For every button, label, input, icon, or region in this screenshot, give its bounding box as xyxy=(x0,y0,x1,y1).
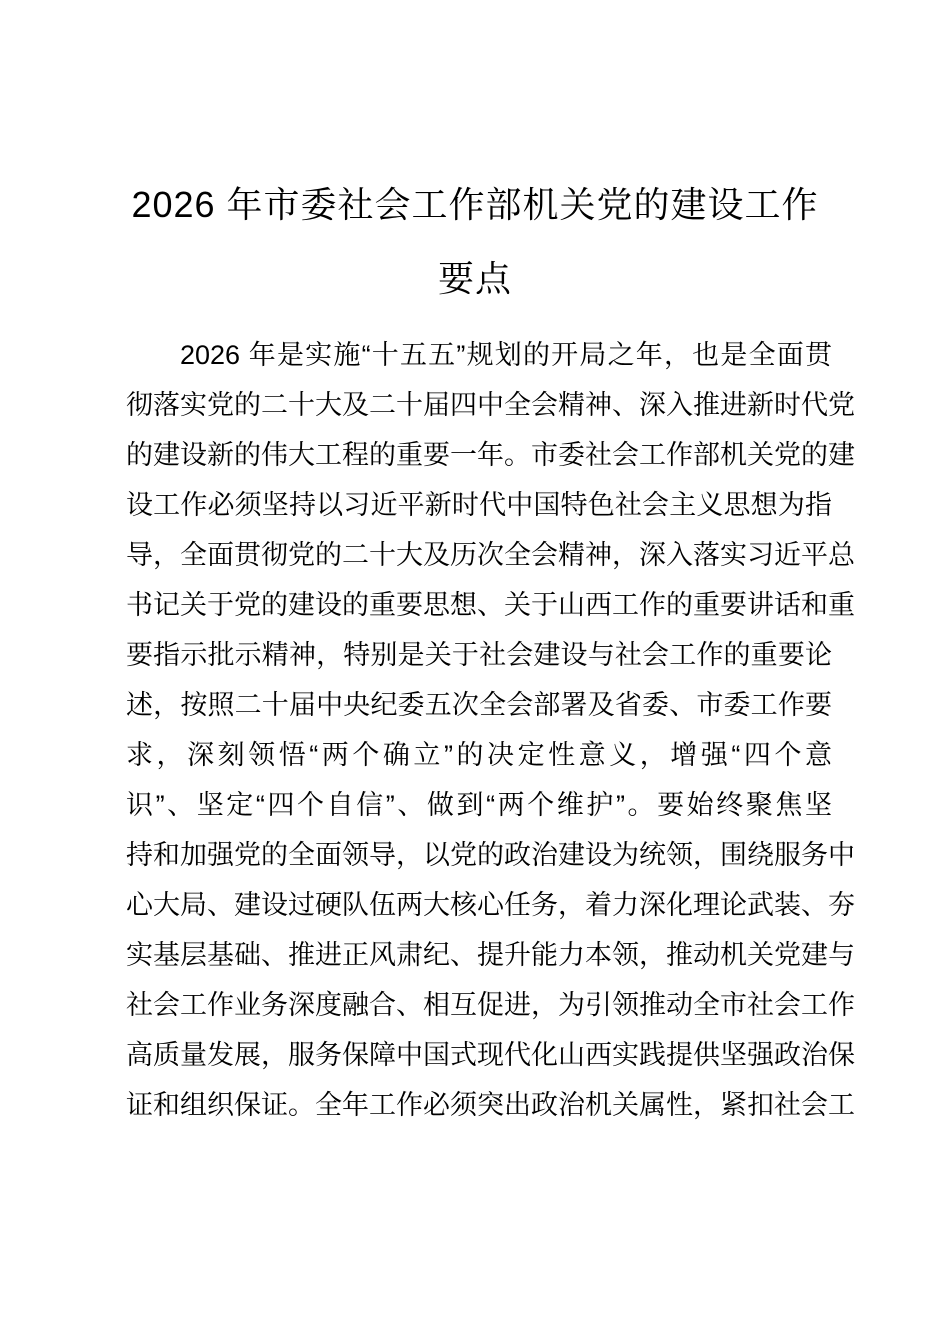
paragraph-line: 述，按照二十届中央纪委五次全会部署及省委、市委工作要 xyxy=(126,690,832,720)
paragraph-line: 2026 年是实施“十五五”规划的开局之年，也是全面贯 xyxy=(180,340,832,370)
paragraph-line: 要指示批示精神，特别是关于社会建设与社会工作的重要论 xyxy=(126,640,832,670)
document-paragraph xyxy=(126,330,855,1130)
paragraph-line: 社会工作业务深度融合、相互促进，为引领推动全市社会工作 xyxy=(126,990,855,1020)
title-line: 要点 xyxy=(437,258,512,299)
paragraph-line: 彻落实党的二十大及二十届四中全会精神、深入推进新时代党 xyxy=(126,390,855,420)
paragraph-line: 证和组织保证。全年工作必须突出政治机关属性，紧扣社会工 xyxy=(126,1090,855,1120)
paragraph-line: 导，全面贯彻党的二十大及历次全会精神，深入落实习近平总 xyxy=(126,540,855,570)
document-title xyxy=(0,168,950,316)
paragraph-line: 设工作必须坚持以习近平新时代中国特色社会主义思想为指 xyxy=(126,490,832,520)
paragraph-line: 高质量发展，服务保障中国式现代化山西实践提供坚强政治保 xyxy=(126,1040,855,1070)
paragraph-line: 的建设新的伟大工程的重要一年。市委社会工作部机关党的建 xyxy=(126,440,855,470)
paragraph-line: 识”、坚定“四个自信”、做到“两个维护”。要始终聚焦坚 xyxy=(126,790,832,820)
title-line: 2026 年市委社会工作部机关党的建设工作 xyxy=(131,184,819,225)
paragraph-line: 书记关于党的建设的重要思想、关于山西工作的重要讲话和重 xyxy=(126,590,855,620)
paragraph-line: 求，深刻领悟“两个确立”的决定性意义，增强“四个意 xyxy=(126,740,832,770)
paragraph-line: 心大局、建设过硬队伍两大核心任务，着力深化理论武装、夯 xyxy=(126,890,855,920)
paragraph-line: 实基层基础、推进正风肃纪、提升能力本领，推动机关党建与 xyxy=(126,940,855,970)
paragraph-line: 持和加强党的全面领导，以党的政治建设为统领，围绕服务中 xyxy=(126,840,855,870)
